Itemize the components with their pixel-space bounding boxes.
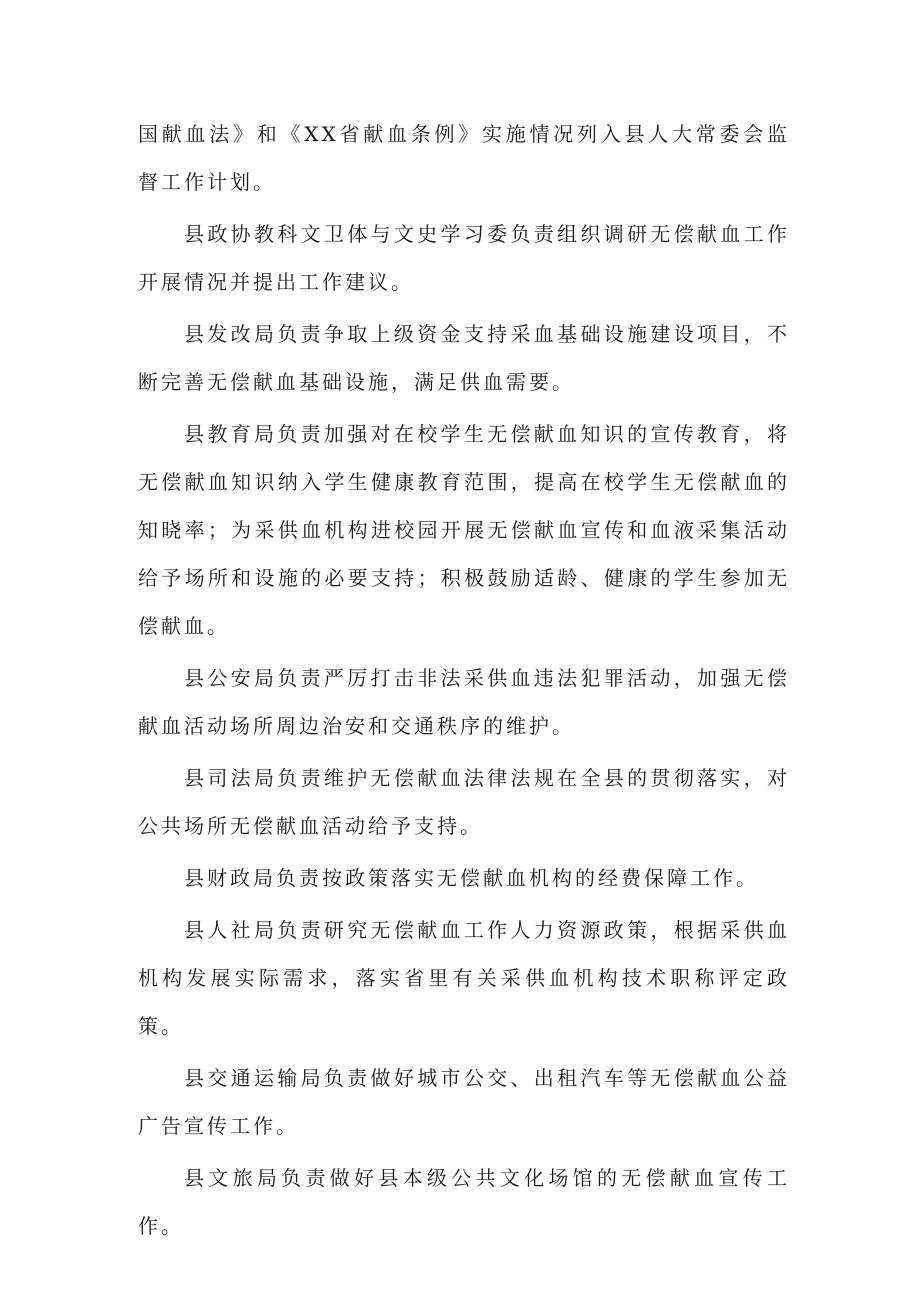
paragraph-education: 县教育局负责加强对在校学生无偿献血知识的宣传教育，将无偿献血知识纳入学生健康教育范围，提高在校学生无偿献血的知晓率；为采供血机构进校园开展无偿献血宣传和血液采集活动给予场所和设施的必要支持；积极鼓励适龄、健康的学生参加无偿献血。 [138, 422, 790, 638]
paragraph-development-reform: 县发改局负责争取上级资金支持采血基础设施建设项目，不断完善无偿献血基础设施，满足供血需要。 [138, 322, 790, 394]
paragraph-human-resources: 县人社局负责研究无偿献血工作人力资源政策，根据采供血机构发展实际需求，落实省里有关采供血机构技术职称评定政策。 [138, 918, 790, 1038]
paragraph-finance: 县财政局负责按政策落实无偿献血机构的经费保障工作。 [184, 866, 759, 890]
paragraph-cppcc: 县政协教科文卫体与文史学习委负责组织调研无偿献血工作开展情况并提出工作建议。 [138, 222, 790, 294]
paragraph-justice: 县司法局负责维护无偿献血法律法规在全县的贯彻落实，对公共场所无偿献血活动给予支持。 [138, 766, 790, 838]
document-body [138, 110, 790, 1250]
paragraph-transport: 县交通运输局负责做好城市公交、出租汽车等无偿献血公益广告宣传工作。 [138, 1066, 790, 1138]
paragraph-culture-tourism: 县文旅局负责做好县本级公共文化场馆的无偿献血宣传工作。 [138, 1166, 790, 1238]
paragraph-people-congress: 国献血法》和《XX省献血条例》实施情况列入县人大常委会监督工作计划。 [138, 122, 790, 194]
paragraph-public-security: 县公安局负责严厉打击非法采供血违法犯罪活动，加强无偿献血活动场所周边治安和交通秩序的维护。 [138, 666, 790, 738]
